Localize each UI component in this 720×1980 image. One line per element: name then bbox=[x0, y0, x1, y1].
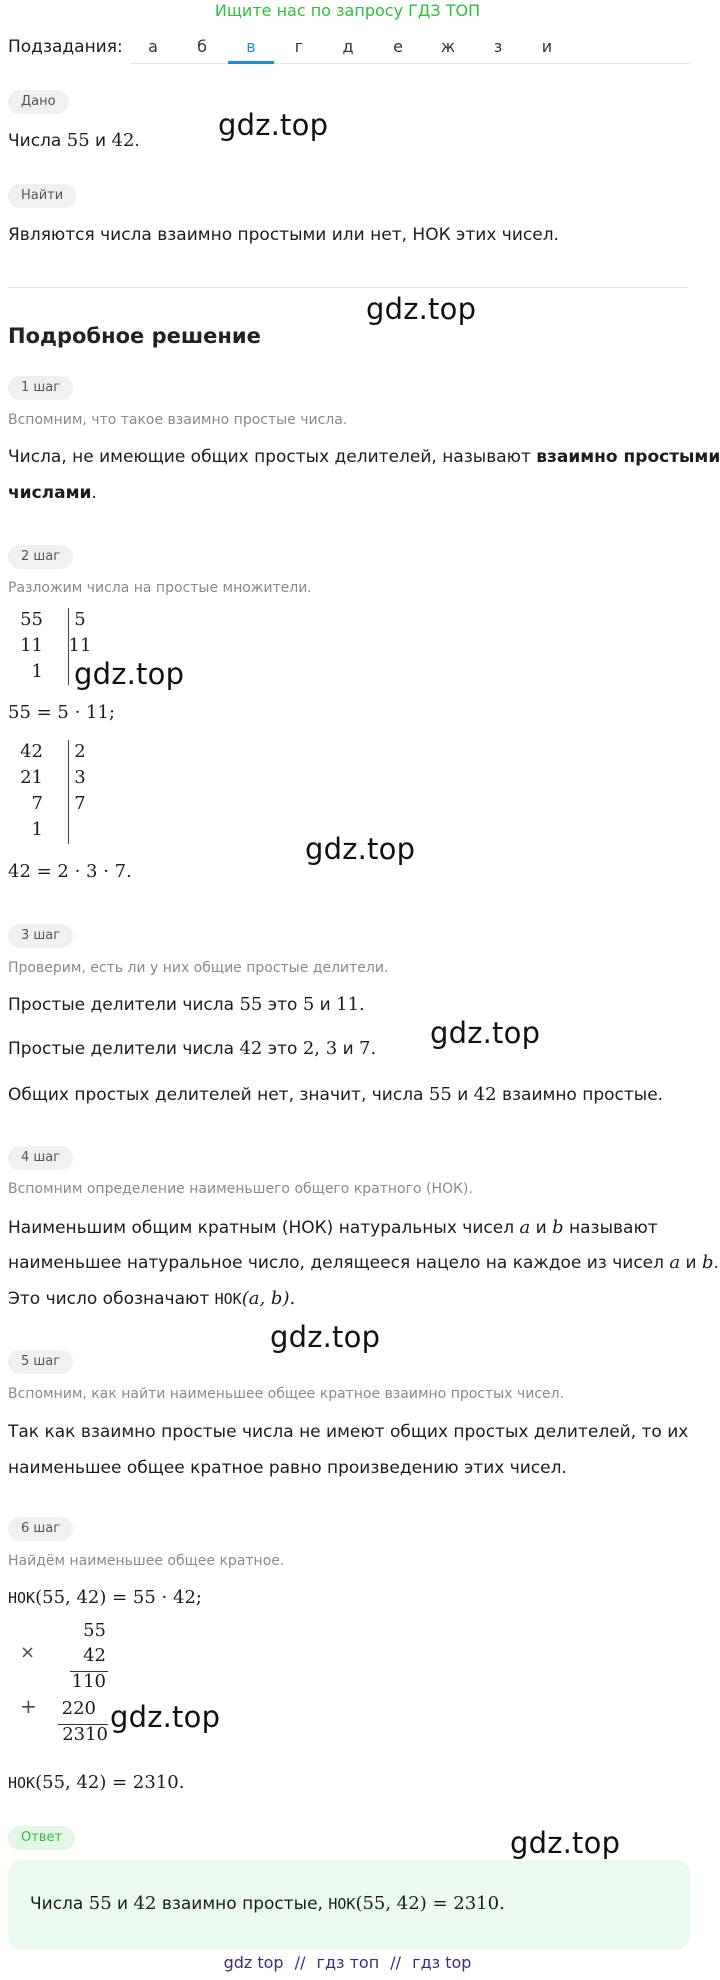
watermark: gdz.top bbox=[74, 657, 185, 691]
step4-hint: Вспомним определение наименьшего общего кратного (НОК). bbox=[8, 1181, 473, 1197]
step4-pill: 4 шаг bbox=[8, 1146, 73, 1170]
top-banner: Ищите нас по запросу ГДЗ ТОП bbox=[214, 1, 481, 20]
step3-line3: Общих простых делителей нет, значит, числа 55 и 42 взаимно простые. bbox=[8, 1084, 664, 1105]
tab-g[interactable]: г bbox=[294, 37, 304, 56]
divider bbox=[8, 287, 688, 288]
find-pill: Найти bbox=[8, 184, 76, 208]
watermark: gdz.top bbox=[305, 832, 416, 866]
plus-sign: + bbox=[20, 1694, 37, 1718]
step2-result1: 55 = 5 · 11; bbox=[8, 702, 116, 723]
step3-line1: Простые делители числа 55 это 5 и 11. bbox=[8, 994, 365, 1015]
footer bbox=[0, 1952, 695, 1974]
tab-e[interactable]: е bbox=[393, 37, 403, 56]
tab-z[interactable]: з bbox=[493, 37, 503, 56]
mult-b: 42 bbox=[83, 1645, 106, 1666]
footer-sep: // bbox=[390, 1953, 402, 1972]
mult-partial-1: 110 bbox=[71, 1671, 106, 1692]
factor-line-55 bbox=[68, 608, 69, 685]
footer-link-1[interactable]: gdz top bbox=[223, 1953, 284, 1972]
step4-line3: Это число обозначают НОК(a, b). bbox=[8, 1288, 296, 1309]
tab-a[interactable]: а bbox=[148, 37, 158, 56]
footer-link-3[interactable]: гдз top bbox=[412, 1953, 472, 1972]
step5-line2: наименьшее общее кратное равно произведению этих чисел. bbox=[8, 1458, 567, 1478]
factor-line-42 bbox=[68, 740, 69, 844]
footer-sep: // bbox=[294, 1953, 306, 1972]
watermark: gdz.top bbox=[110, 1700, 221, 1734]
watermark: gdz.top bbox=[510, 1826, 621, 1860]
step3-pill: 3 шаг bbox=[8, 924, 73, 948]
watermark: gdz.top bbox=[366, 292, 477, 326]
step4-line1: Наименьшим общим кратным (НОК) натуральных чисел a и b называют bbox=[8, 1217, 658, 1238]
step5-line1: Так как взаимно простые числа не имеют общих простых делителей, то их bbox=[8, 1422, 689, 1442]
tab-b[interactable]: б bbox=[197, 37, 207, 56]
step5-pill: 5 шаг bbox=[8, 1350, 73, 1374]
subtasks-label: Подзадания: bbox=[8, 37, 123, 57]
factor-table-42: 42 2 21 3 7 7 1 bbox=[20, 741, 86, 840]
step2-hint: Разложим числа на простые множители. bbox=[8, 580, 312, 596]
column-multiplication bbox=[8, 1620, 128, 1760]
step2-result2: 42 = 2 · 3 · 7. bbox=[8, 861, 132, 882]
step6-pill: 6 шаг bbox=[8, 1517, 73, 1541]
step1-line2: числами. bbox=[8, 483, 97, 503]
step1-hint: Вспомним, что такое взаимно простые числа. bbox=[8, 412, 348, 428]
step1-pill: 1 шаг bbox=[8, 376, 73, 400]
watermark: gdz.top bbox=[270, 1320, 381, 1354]
watermark: gdz.top bbox=[430, 1016, 541, 1050]
step3-hint: Проверим, есть ли у них общие простые делители. bbox=[8, 960, 389, 976]
mult-result: 2310 bbox=[62, 1724, 108, 1745]
tab-zh[interactable]: ж bbox=[440, 37, 456, 56]
answer-text: Числа 55 и 42 взаимно простые, НОК(55, 42) = 2310. bbox=[30, 1893, 505, 1914]
factor-table-55: 55 5 11 11 1 bbox=[20, 609, 92, 682]
answer-pill: Ответ bbox=[8, 1826, 75, 1850]
solution-title: Подробное решение bbox=[8, 324, 261, 348]
step3-line2: Простые делители числа 42 это 2, 3 и 7. bbox=[8, 1038, 377, 1059]
given-pill: Дано bbox=[8, 90, 69, 114]
mult-a: 55 bbox=[83, 1620, 106, 1641]
step6-expr2: НОК(55, 42) = 2310. bbox=[8, 1772, 185, 1793]
tab-i[interactable]: и bbox=[541, 37, 553, 56]
find-text: Являются числа взаимно простыми или нет, НОК этих чисел. bbox=[8, 225, 559, 245]
step6-hint: Найдём наименьшее общее кратное. bbox=[8, 1553, 285, 1569]
tab-v[interactable]: в bbox=[228, 30, 274, 64]
step6-expr1: НОК(55, 42) = 55 · 42; bbox=[8, 1587, 202, 1608]
times-sign: × bbox=[20, 1642, 36, 1663]
step5-hint: Вспомним, как найти наименьшее общее кратное взаимно простых чисел. bbox=[8, 1386, 565, 1402]
watermark: gdz.top bbox=[218, 108, 329, 142]
subtasks-tabs bbox=[130, 30, 690, 64]
step1-line1: Числа, не имеющие общих простых делителей, называют взаимно простыми bbox=[8, 447, 720, 467]
step4-line2: наименьшее натуральное число, делящееся нацело на каждое из чисел a и b. bbox=[8, 1252, 719, 1273]
footer-link-2[interactable]: гдз топ bbox=[316, 1953, 380, 1972]
tab-d[interactable]: д bbox=[342, 37, 354, 56]
step2-pill: 2 шаг bbox=[8, 545, 73, 569]
given-text: Числа 55 и 42. bbox=[8, 130, 140, 151]
mult-partial-2: 220 bbox=[61, 1698, 96, 1719]
